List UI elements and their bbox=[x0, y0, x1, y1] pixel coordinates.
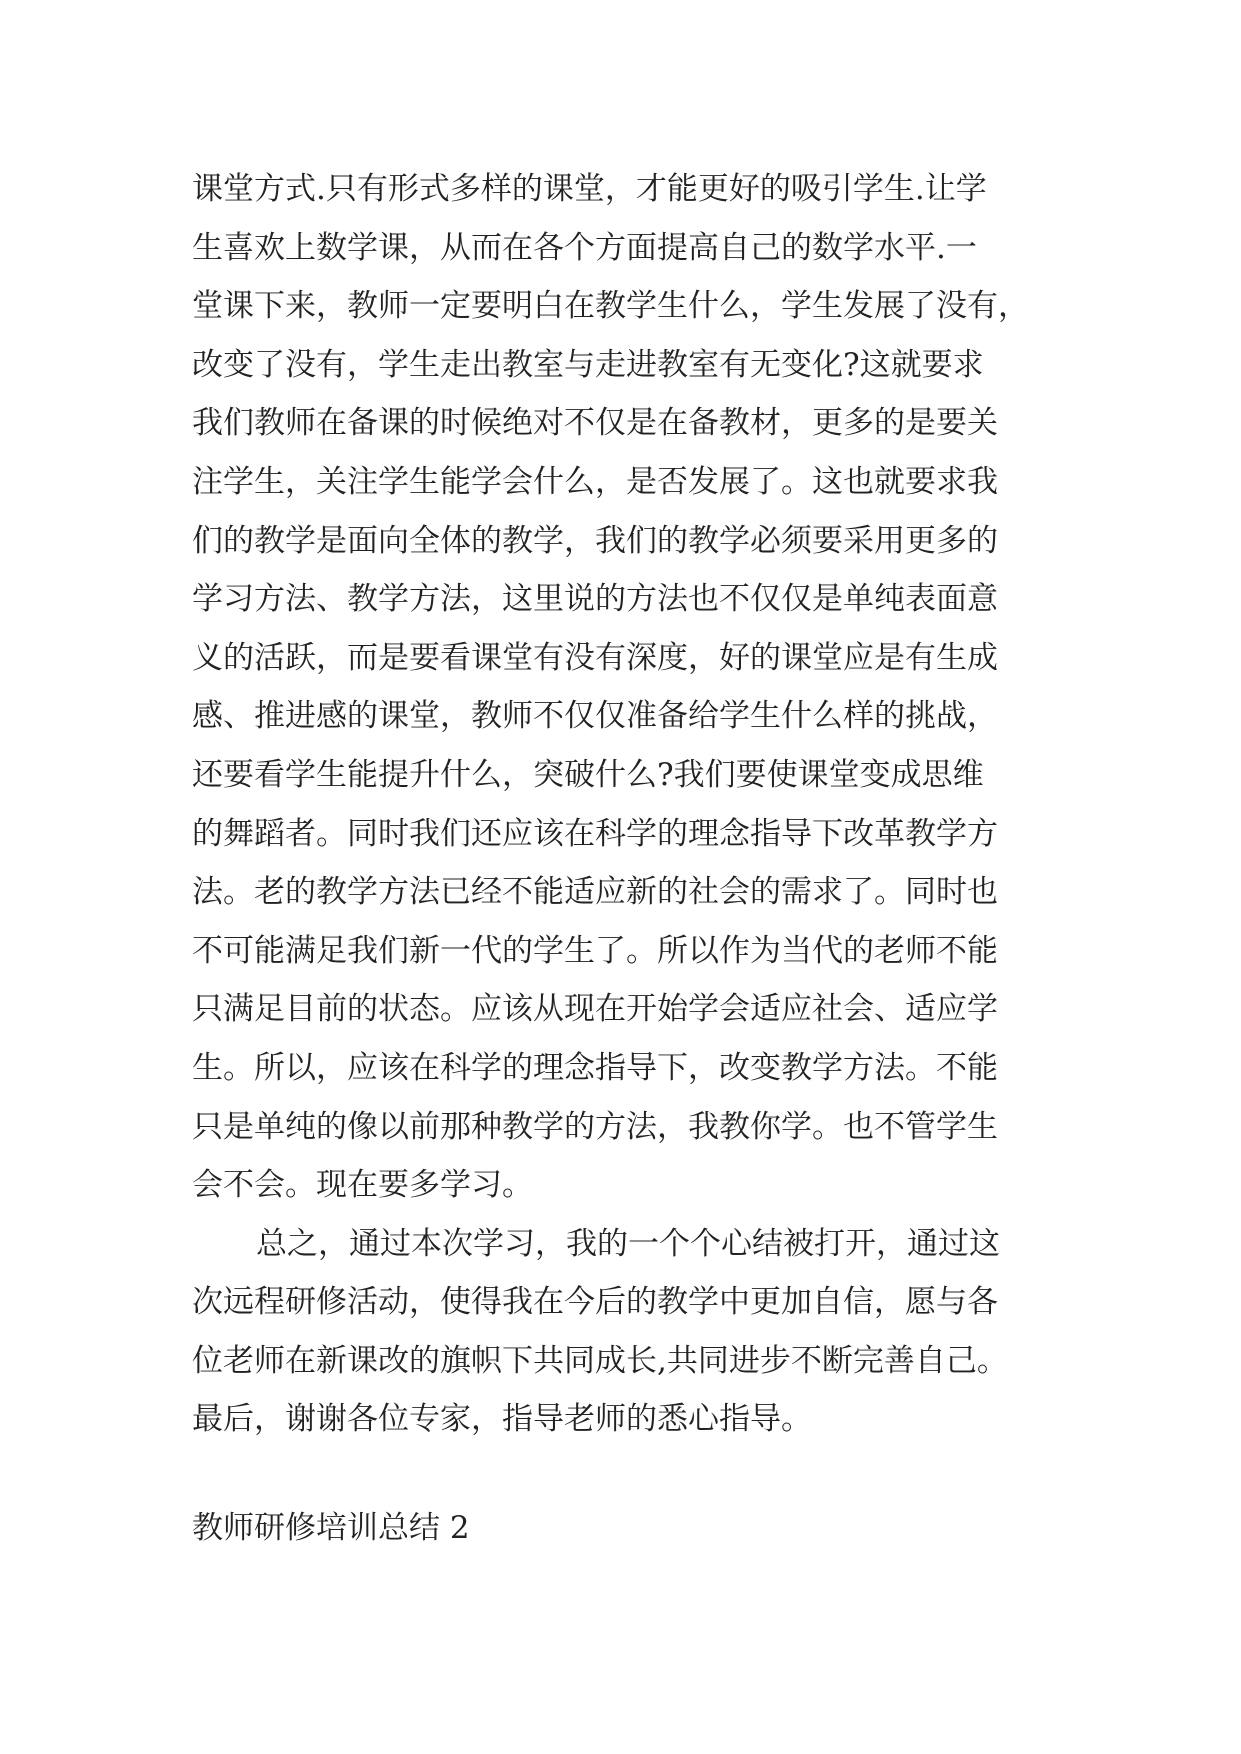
text-line: 只是单纯的像以前那种教学的方法，我教你学。也不管学生 bbox=[192, 1108, 998, 1145]
text-line: 次远程研修活动，使得我在今后的教学中更加自信，愿与各 bbox=[192, 1284, 998, 1321]
paragraph-1 bbox=[192, 160, 1072, 1215]
text-line: 感、推进感的课堂，教师不仅仅准备给学生什么样的挑战， bbox=[192, 698, 998, 735]
text-line: 义的活跃，而是要看课堂有没有深度，好的课堂应是有生成 bbox=[192, 639, 998, 676]
text-line: 生。所以，应该在科学的理念指导下，改变教学方法。不能 bbox=[192, 1049, 998, 1086]
text-line: 法。老的教学方法已经不能适应新的社会的需求了。同时也 bbox=[192, 874, 998, 911]
text-line: 位老师在新课改的旗帜下共同成长,共同进步不断完善自己。 bbox=[192, 1342, 1008, 1379]
document-body bbox=[192, 160, 1072, 1449]
text-line: 总之，通过本次学习，我的一个个心结被打开，通过这 bbox=[256, 1225, 1000, 1262]
text-line: 改变了没有，学生走出教室与走进教室有无变化?这就要求 bbox=[192, 346, 984, 383]
text-line: 的舞蹈者。同时我们还应该在科学的理念指导下改革教学方 bbox=[192, 815, 998, 852]
text-line: 堂课下来，教师一定要明白在教学生什么，学生发展了没有， bbox=[192, 288, 1029, 325]
paragraph-2 bbox=[192, 1215, 1072, 1449]
text-line: 最后，谢谢各位专家，指导老师的悉心指导。 bbox=[192, 1401, 812, 1438]
text-line: 还要看学生能提升什么，突破什么?我们要使课堂变成思维 bbox=[192, 756, 984, 793]
section-heading: 教师研修培训总结 2 bbox=[192, 1510, 470, 1546]
text-line: 课堂方式.只有形式多样的课堂，才能更好的吸引学生.让学 bbox=[192, 171, 987, 207]
text-line: 不可能满足我们新一代的学生了。所以作为当代的老师不能 bbox=[192, 932, 998, 969]
text-line: 会不会。现在要多学习。 bbox=[192, 1167, 533, 1204]
text-line: 生喜欢上数学课，从而在各个方面提高自己的数学水平.一 bbox=[192, 229, 977, 266]
text-line: 注学生，关注学生能学会什么，是否发展了。这也就要求我 bbox=[192, 463, 998, 500]
text-line: 我们教师在备课的时候绝对不仅是在备教材，更多的是要关 bbox=[192, 405, 998, 442]
text-line: 只满足目前的状态。应该从现在开始学会适应社会、适应学 bbox=[192, 991, 998, 1028]
text-line: 学习方法、教学方法，这里说的方法也不仅仅是单纯表面意 bbox=[192, 581, 998, 618]
text-line: 们的教学是面向全体的教学，我们的教学必须要采用更多的 bbox=[192, 522, 998, 559]
